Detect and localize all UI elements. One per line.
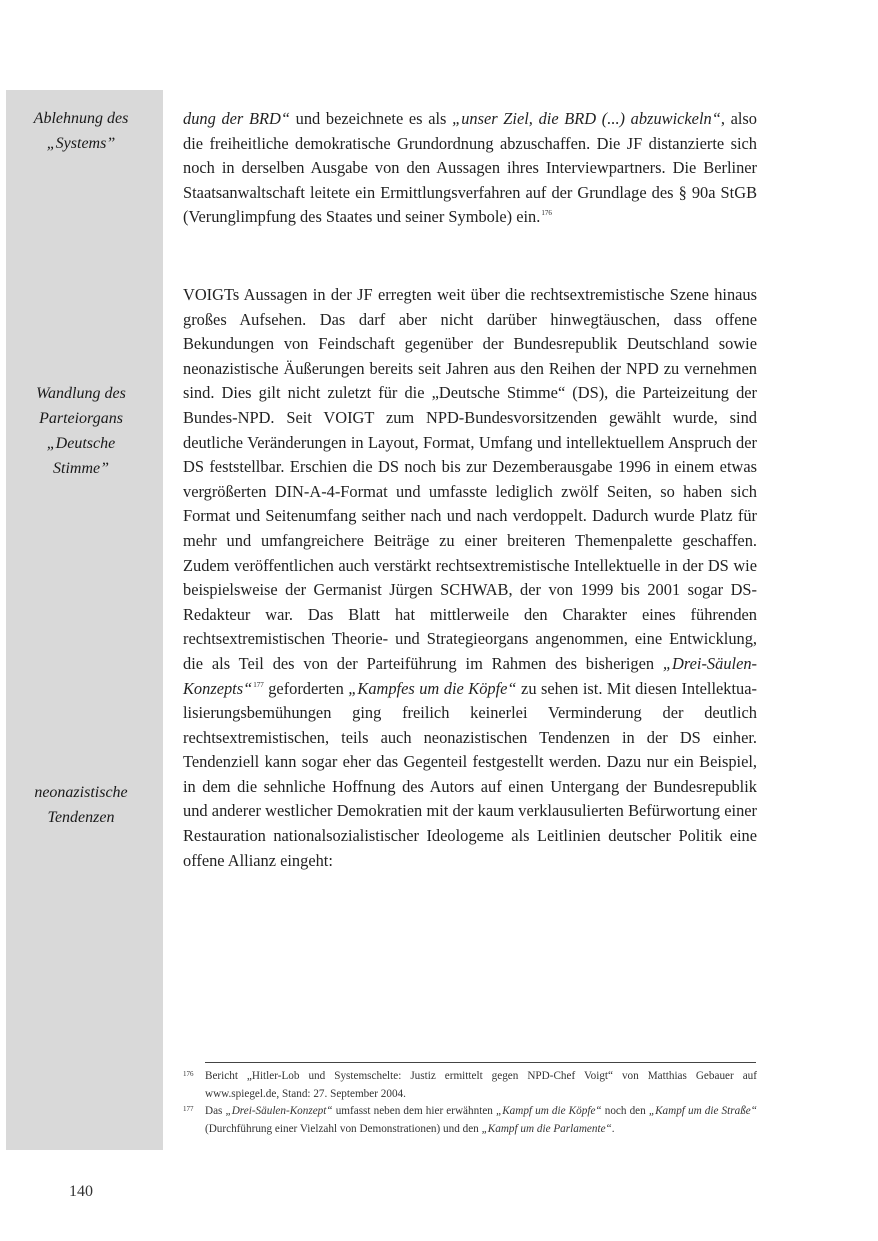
footnote-176 — [183, 1068, 757, 1103]
margin-note-line: „Deutsche — [46, 435, 116, 452]
quote: „Kampf um die Straße“ — [648, 1105, 757, 1117]
margin-note-wandlung — [6, 381, 156, 481]
quote: „unser Ziel, die BRD (...) abzuwickeln“ — [452, 109, 721, 128]
text-run: VOIGTs Aussagen in der JF erregten weit über die rechtsextremistische Szene hinaus großes Aufsehen. Das darf aber nicht darüber hinwegtäuschen, dass offene Bekundungen von Feindschaft gegenüber der Bundesrepublik Deutschland sowie neonazistische Äußerungen bereits seit Jahren aus den Reihen der NPD zu vernehmen sind. Dies gilt nicht zuletzt für die „Deutsche Stimme“ (DS), die Parteizeitung der Bundes-NPD. Seit VOIGT zum NPD-Bundesvorsitzenden gewählt wurde, sind deutliche Veränderungen in Layout, Format, Umfang und intellektuellem Anspruch der DS feststellbar. Erschien die DS noch bis zur Dezemberausgabe 1996 in einem etwas vergrößerten DIN-A-4-Format und umfasste lediglich zwölf Seiten, so haben sich Format und Seitenumfang seither nach und nach verdoppelt. Dadurch wurde Platz für mehr und umfangreichere Beiträge zu einer breiteren Themenpalette geschaffen. Zudem veröffentlichen auch verstärkt rechtsextremistische Intellektuelle in der DS wie beispielsweise der Germanist Jürgen SCHWAB, der von 1999 bis 2001 sogar DS-Redakteur war. Das Blatt hat mittlerweile den Charakter eines führenden rechtsextremistischen Theorie- und Strategieorgans angenommen, eine Entwicklung, die als Teil des von der Parteiführung im Rahmen des bisherigen — [183, 285, 757, 673]
margin-note-line: neonazistische — [34, 784, 128, 801]
text-run: . — [611, 1122, 615, 1135]
footnote-divider — [205, 1062, 756, 1063]
quote: „Kampfes um die Köpfe“ — [348, 678, 517, 698]
margin-column — [6, 90, 163, 1150]
quote: „Kampf um die Parlamente“ — [481, 1122, 612, 1135]
quote: „Kampf um die Köpfe“ — [495, 1105, 602, 1117]
quote: „Drei-Säulen-Konzept“ — [225, 1105, 333, 1117]
margin-note-line: Wandlung des — [36, 385, 126, 402]
margin-note-tendenzen — [6, 780, 156, 830]
footnotes — [183, 1068, 757, 1138]
text-run: noch den — [601, 1105, 649, 1117]
text-run: Das — [205, 1105, 226, 1117]
text-run: zu sehen ist. Mit diesen Intellektualisierungsbemühungen ging freilich keinerlei Verminderung der deutlich rechtsextremistischen, teils auch neonazistischen Tendenzen in der DS einher. Tendenziell kann sogar eher das Gegenteil festgestellt werden. Dazu nur ein Beispiel, in dem die sehnliche Hoffnung des Autors auf einen Untergang der Bundesrepublik und anderer westlicher Demokratien mit der kaum verklausulierten Befürwortung einer Restauration nationalsozialistischer Ideologeme als Leitlinien deutscher Politik eine offene Allianz eingeht: — [183, 678, 757, 870]
footnote-177 — [183, 1103, 757, 1138]
text-run: und bezeichnete es als — [289, 109, 453, 128]
paragraph-1 — [183, 107, 757, 230]
footnote-number: 176 — [183, 1070, 194, 1078]
margin-note-ablehnung — [6, 106, 156, 156]
text-run: , also die freiheitliche demokratische Grundordnung abzuschaffen. Die JF distanzierte sich noch in derselben Ausgabe von den Aussagen ihres Interviewpartners. Die Berliner Staatsanwaltschaft leitete ein Ermittlungsverfahren auf der Grundlage des § 90a StGB (Verunglimpfung des Staates und seiner Symbole) ein. — [183, 109, 757, 227]
text-run: umfasst neben dem hier erwähnten — [332, 1105, 496, 1117]
text-run: (Durchführung einer Vielzahl von Demonstrationen) und den — [205, 1122, 482, 1135]
quote: dung der BRD“ — [183, 109, 290, 128]
footnote-number: 177 — [183, 1105, 194, 1113]
margin-note-line: Tendenzen — [47, 809, 115, 826]
margin-note-line: Parteiorgans — [39, 410, 123, 427]
margin-note-line: Ablehnung des — [33, 110, 129, 127]
quote: „Drei-Säulen-Konzepts“ — [183, 653, 757, 698]
footnote-text: Bericht „Hitler-Lob und Systemschelte: Justiz ermittelt gegen NPD-Chef Voigt“ von Matthias Gebauer auf www.spiegel.de, Stand: 27. September 2004. — [205, 1070, 757, 1100]
page-number: 140 — [69, 1183, 93, 1200]
margin-note-line: Stimme” — [53, 460, 109, 477]
margin-note-line: „Systems” — [46, 135, 116, 152]
footnote-ref-177[interactable]: 177 — [253, 680, 264, 689]
text-run: geforderten — [263, 678, 349, 698]
footnote-ref-176[interactable]: 176 — [541, 209, 552, 218]
paragraph-2 — [183, 283, 757, 873]
